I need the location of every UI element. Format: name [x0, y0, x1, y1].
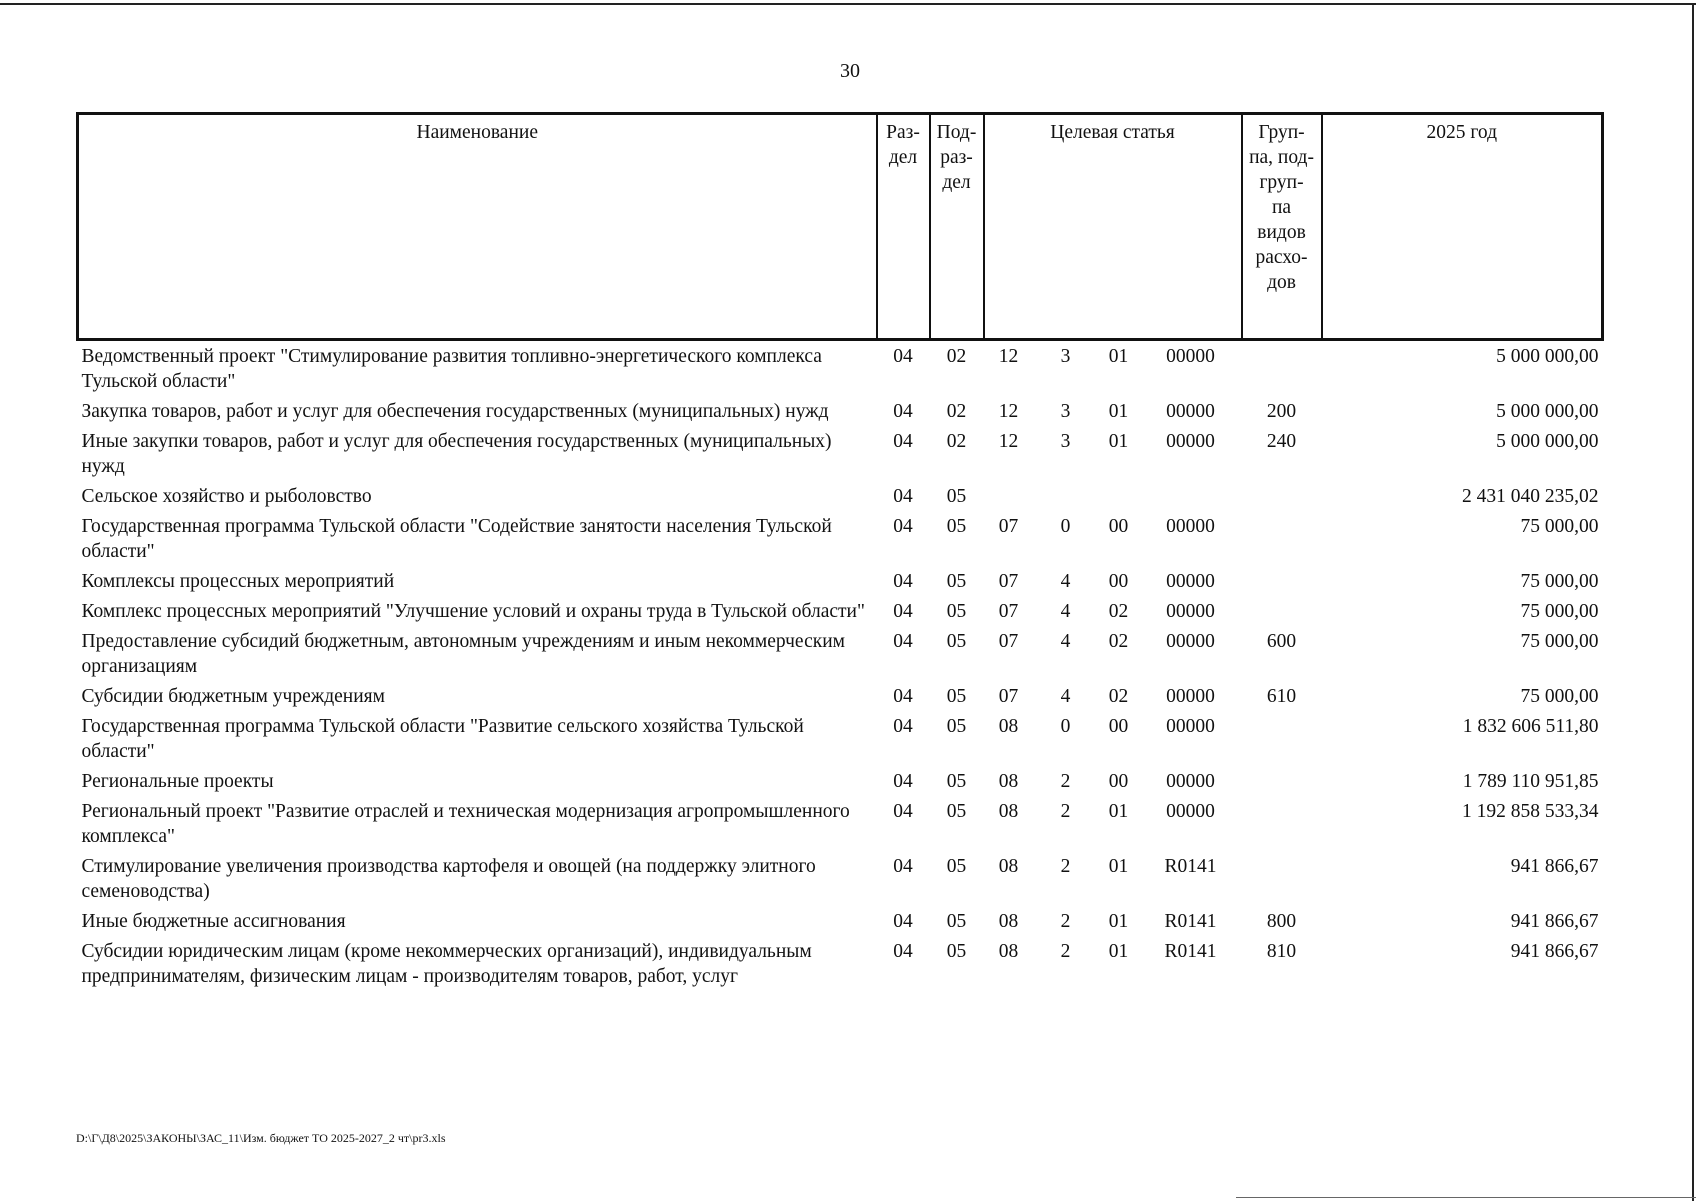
- cell-name: Государственная программа Тульской области "Развитие сельского хозяйства Тульской области": [81, 716, 804, 762]
- cell-subsection: 05: [946, 911, 967, 932]
- cell-amount-2025: 75 000,00: [1520, 686, 1599, 707]
- cell-amount-2025: 75 000,00: [1520, 516, 1599, 537]
- footer-file-path: D:\Г\Д8\2025\ЗАКОНЫ\ЗАС_11\Изм. бюджет ТО 2025-2027_2 чт\pr3.xls: [76, 1131, 446, 1145]
- cell-subsection: 05: [946, 686, 967, 707]
- cell-structural-element: 01: [1108, 431, 1129, 452]
- cell-subsection: 05: [946, 716, 967, 737]
- cell-section: 04: [893, 686, 913, 707]
- cell-section: 04: [893, 941, 913, 962]
- cell-expense-group: [1242, 796, 1322, 851]
- cell-structural-element: 00: [1108, 716, 1129, 737]
- cell-expense-group: 600: [1266, 631, 1297, 652]
- cell-expense-direction: 00000: [1166, 516, 1215, 537]
- cell-subsection: 05: [946, 771, 967, 792]
- cell-amount-2025: 941 866,67: [1510, 856, 1599, 877]
- header-name: Наименование: [78, 114, 877, 340]
- cell-name: Предоставление субсидий бюджетным, автономным учреждениям и иным некоммерческим организациям: [81, 631, 845, 677]
- cell-subprogram-type: 3: [1060, 401, 1071, 422]
- cell-subprogram-type: 2: [1060, 801, 1071, 822]
- cell-structural-element: 01: [1108, 856, 1129, 877]
- cell-section: 04: [893, 856, 913, 877]
- cell-name: Стимулирование увеличения производства картофеля и овощей (на поддержку элитного семеноводства): [81, 856, 816, 902]
- table-row: [78, 426, 1603, 481]
- cell-structural-element: 01: [1108, 911, 1129, 932]
- header-subsection-text: Под- раз- дел: [936, 122, 977, 193]
- cell-expense-direction: R0141: [1164, 856, 1217, 877]
- cell-subsection: 05: [946, 856, 967, 877]
- cell-expense-group: [1242, 566, 1322, 596]
- cell-subsection: 05: [946, 601, 967, 622]
- cell-amount-2025: 1 192 858 533,34: [1462, 801, 1599, 822]
- table-row: [78, 906, 1603, 936]
- cell-section: 04: [893, 716, 913, 737]
- cell-subsection: 05: [946, 486, 967, 507]
- header-expense-group: [1242, 114, 1322, 340]
- page-border-right: [1692, 3, 1694, 1201]
- cell-name: Субсидии бюджетным учреждениям: [81, 686, 385, 707]
- cell-structural-element: [1098, 481, 1140, 511]
- cell-program: 08: [998, 856, 1019, 877]
- cell-name: Комплекс процессных мероприятий "Улучшение условий и охраны труда в Тульской области": [81, 601, 865, 622]
- page-border-top: [0, 3, 1696, 5]
- cell-section: 04: [893, 571, 913, 592]
- cell-program: 12: [998, 401, 1019, 422]
- table-row: [78, 796, 1603, 851]
- cell-amount-2025: 5 000 000,00: [1496, 431, 1599, 452]
- cell-subprogram-type: 0: [1060, 716, 1071, 737]
- cell-section: 04: [893, 431, 913, 452]
- cell-expense-group: [1242, 596, 1322, 626]
- cell-subprogram-type: 0: [1060, 516, 1071, 537]
- cell-expense-direction: 00000: [1166, 601, 1215, 622]
- cell-name: Государственная программа Тульской области "Содействие занятости населения Тульской области": [81, 516, 832, 562]
- cell-name: Комплексы процессных мероприятий: [81, 571, 395, 592]
- cell-expense-direction: 00000: [1166, 346, 1215, 367]
- header-expense-group-text: Груп- па, под- груп- па видов расхо- дов: [1249, 122, 1314, 293]
- cell-expense-direction: R0141: [1164, 941, 1217, 962]
- cell-structural-element: 00: [1108, 771, 1129, 792]
- page-border-bottom: [1236, 1197, 1696, 1198]
- cell-expense-group: 200: [1266, 401, 1297, 422]
- cell-structural-element: 01: [1108, 801, 1129, 822]
- cell-name: Закупка товаров, работ и услуг для обеспечения государственных (муниципальных) нужд: [81, 401, 829, 422]
- cell-subprogram-type: 2: [1060, 856, 1071, 877]
- cell-subprogram-type: [1034, 481, 1098, 511]
- table-body: [78, 340, 1603, 992]
- table-row: [78, 626, 1603, 681]
- cell-expense-group: 810: [1266, 941, 1297, 962]
- cell-subprogram-type: 2: [1060, 941, 1071, 962]
- cell-subprogram-type: 4: [1060, 686, 1071, 707]
- cell-name: Иные бюджетные ассигнования: [81, 911, 346, 932]
- header-target-article: Целевая статья: [984, 114, 1242, 340]
- cell-subsection: 02: [946, 401, 967, 422]
- cell-section: 04: [893, 631, 913, 652]
- table-row: [78, 766, 1603, 796]
- cell-amount-2025: 941 866,67: [1510, 941, 1599, 962]
- table-row: [78, 481, 1603, 511]
- cell-program: 08: [998, 716, 1019, 737]
- table-row: [78, 396, 1603, 426]
- cell-section: 04: [893, 516, 913, 537]
- cell-program: 08: [998, 911, 1019, 932]
- cell-expense-group: 240: [1266, 431, 1297, 452]
- cell-structural-element: 01: [1108, 941, 1129, 962]
- cell-expense-direction: 00000: [1166, 401, 1215, 422]
- table-row: [78, 711, 1603, 766]
- cell-program: 08: [998, 771, 1019, 792]
- cell-expense-direction: 00000: [1166, 801, 1215, 822]
- cell-name: Субсидии юридическим лицам (кроме некоммерческих организаций), индивидуальным предпринимателям, физическим лицам - производителям товаров, работ, услуг: [81, 941, 812, 987]
- cell-subprogram-type: 3: [1060, 431, 1071, 452]
- cell-expense-direction: 00000: [1166, 771, 1215, 792]
- cell-section: 04: [893, 771, 913, 792]
- cell-section: 04: [893, 486, 913, 507]
- cell-section: 04: [893, 801, 913, 822]
- budget-table: [76, 112, 1604, 991]
- cell-subsection: 02: [946, 431, 967, 452]
- cell-name: Региональные проекты: [81, 771, 274, 792]
- cell-expense-group: [1242, 481, 1322, 511]
- cell-expense-group: 610: [1266, 686, 1297, 707]
- table-row: [78, 566, 1603, 596]
- cell-subprogram-type: 3: [1060, 346, 1071, 367]
- cell-section: 04: [893, 911, 913, 932]
- cell-subsection: 05: [946, 941, 967, 962]
- cell-name: Сельское хозяйство и рыболовство: [81, 486, 372, 507]
- cell-subprogram-type: 4: [1060, 571, 1071, 592]
- cell-subsection: 05: [946, 631, 967, 652]
- cell-section: 04: [893, 601, 913, 622]
- cell-amount-2025: 5 000 000,00: [1496, 346, 1599, 367]
- header-year: 2025 год: [1322, 114, 1603, 340]
- cell-subsection: 02: [946, 346, 967, 367]
- cell-section: 04: [893, 346, 913, 367]
- cell-subprogram-type: 4: [1060, 601, 1071, 622]
- cell-expense-group: [1242, 511, 1322, 566]
- cell-amount-2025: 75 000,00: [1520, 601, 1599, 622]
- table-row: [78, 596, 1603, 626]
- cell-program: 07: [998, 571, 1019, 592]
- cell-expense-group: 800: [1266, 911, 1297, 932]
- cell-expense-group: [1242, 851, 1322, 906]
- cell-structural-element: 00: [1108, 516, 1129, 537]
- table-row: [78, 511, 1603, 566]
- table-row: [78, 936, 1603, 991]
- cell-program: 08: [998, 941, 1019, 962]
- cell-program: [984, 481, 1034, 511]
- cell-expense-direction: R0141: [1164, 911, 1217, 932]
- header-section: [877, 114, 930, 340]
- cell-program: 08: [998, 801, 1019, 822]
- table-header-row: [78, 114, 1603, 340]
- cell-amount-2025: 75 000,00: [1520, 631, 1599, 652]
- cell-structural-element: 01: [1108, 401, 1129, 422]
- cell-expense-direction: [1140, 481, 1242, 511]
- cell-amount-2025: 75 000,00: [1520, 571, 1599, 592]
- header-section-text: Раз- дел: [886, 122, 920, 168]
- cell-program: 12: [998, 431, 1019, 452]
- cell-amount-2025: 5 000 000,00: [1496, 401, 1599, 422]
- cell-program: 07: [998, 686, 1019, 707]
- cell-expense-group: [1242, 766, 1322, 796]
- cell-name: Иные закупки товаров, работ и услуг для обеспечения государственных (муниципальных) нужд: [81, 431, 832, 477]
- cell-expense-direction: 00000: [1166, 686, 1215, 707]
- cell-structural-element: 01: [1108, 346, 1129, 367]
- table-row: [78, 681, 1603, 711]
- cell-subprogram-type: 2: [1060, 911, 1071, 932]
- cell-subsection: 05: [946, 801, 967, 822]
- cell-amount-2025: 1 832 606 511,80: [1462, 716, 1599, 737]
- cell-expense-direction: 00000: [1166, 631, 1215, 652]
- header-subsection: [930, 114, 984, 340]
- cell-name: Ведомственный проект "Стимулирование развития топливно-энергетического комплекса Тульской области": [81, 346, 822, 392]
- cell-program: 07: [998, 631, 1019, 652]
- cell-expense-direction: 00000: [1166, 431, 1215, 452]
- cell-subsection: 05: [946, 571, 967, 592]
- cell-expense-direction: 00000: [1166, 716, 1215, 737]
- cell-amount-2025: 2 431 040 235,02: [1462, 486, 1599, 507]
- cell-name: Региональный проект "Развитие отраслей и техническая модернизация агропромышленного комплекса": [81, 801, 850, 847]
- cell-subprogram-type: 4: [1060, 631, 1071, 652]
- cell-structural-element: 02: [1108, 601, 1129, 622]
- cell-amount-2025: 1 789 110 951,85: [1462, 771, 1599, 792]
- table-row: [78, 851, 1603, 906]
- cell-expense-group: [1242, 711, 1322, 766]
- cell-structural-element: 02: [1108, 631, 1129, 652]
- cell-expense-group: [1242, 340, 1322, 397]
- cell-program: 12: [998, 346, 1019, 367]
- table-row: [78, 340, 1603, 397]
- cell-subsection: 05: [946, 516, 967, 537]
- cell-amount-2025: 941 866,67: [1510, 911, 1599, 932]
- page-number: 30: [840, 60, 860, 82]
- cell-subprogram-type: 2: [1060, 771, 1071, 792]
- cell-structural-element: 00: [1108, 571, 1129, 592]
- cell-expense-direction: 00000: [1166, 571, 1215, 592]
- cell-structural-element: 02: [1108, 686, 1129, 707]
- cell-program: 07: [998, 516, 1019, 537]
- cell-section: 04: [893, 401, 913, 422]
- cell-program: 07: [998, 601, 1019, 622]
